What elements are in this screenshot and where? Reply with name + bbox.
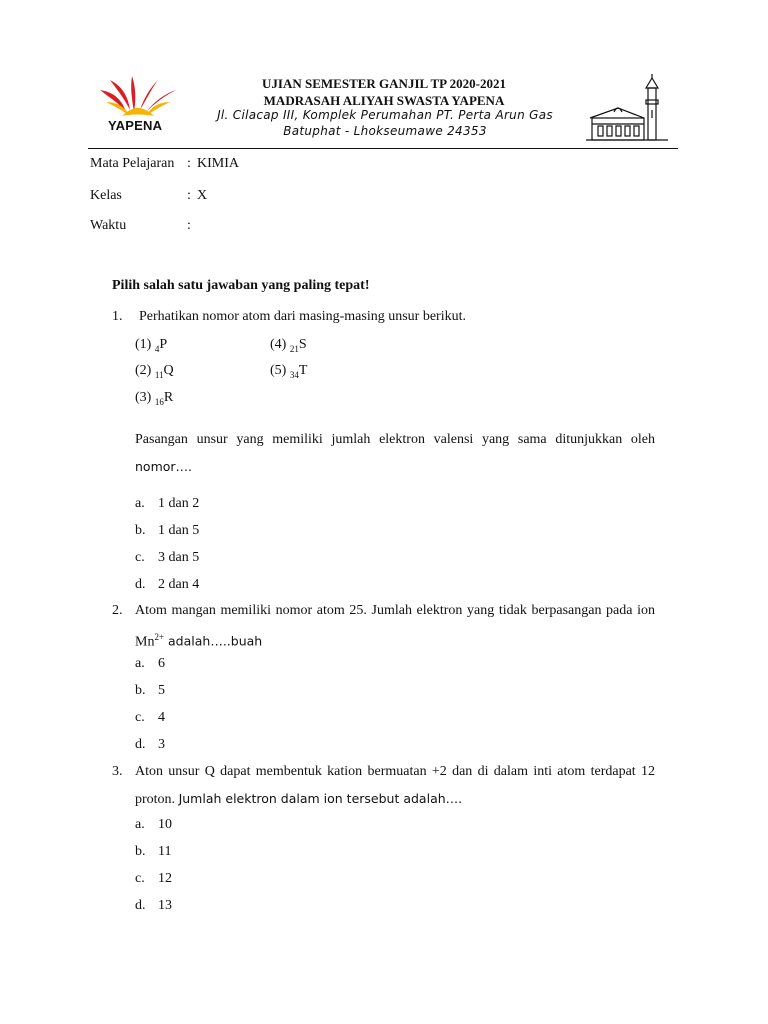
q2-option-a: 6 <box>158 656 165 671</box>
q2-option-c-letter: c. <box>135 710 145 725</box>
q2-option-d-letter: d. <box>135 737 146 752</box>
q3-option-d: 13 <box>158 898 172 913</box>
class-label: Kelas <box>90 188 122 203</box>
q1-option-d: 2 dan 4 <box>158 577 200 592</box>
class-colon: : <box>187 188 191 203</box>
exam-title: UJIAN SEMESTER GANJIL TP 2020-2021 <box>262 76 506 91</box>
element-item-3: (3) $_{16}$R <box>135 390 174 407</box>
school-address-line-1: Jl. Cilacap III, Komplek Perumahan PT. Perta Arun Gas <box>217 108 553 122</box>
q1-option-c: 3 dan 5 <box>158 550 200 565</box>
subject-value: KIMIA <box>197 156 239 171</box>
q1-option-b: 1 dan 5 <box>158 523 200 538</box>
q2-option-c: 4 <box>158 710 165 725</box>
q1-option-b-letter: b. <box>135 523 146 538</box>
element-item-2: (2) $_{11}$Q <box>135 363 174 380</box>
school-address-line-2: Batuphat - Lhokseumawe 24353 <box>283 124 487 138</box>
q1-option-c-letter: c. <box>135 550 145 565</box>
q3-option-d-letter: d. <box>135 898 146 913</box>
element-item-1: (1) $_4$P <box>135 337 168 354</box>
question-2-number: 2. <box>112 603 123 618</box>
element-item-5: (5) $_{34}$T <box>270 363 308 380</box>
question-1-intro: Perhatikan nomor atom dari masing-masing unsur berikut. <box>139 309 466 324</box>
logo-wordmark: YAPENA <box>108 118 163 133</box>
q2-option-a-letter: a. <box>135 656 145 671</box>
question-1-number: 1. <box>112 309 123 324</box>
subject-label: Mata Pelajaran <box>90 156 175 171</box>
q3-option-a: 10 <box>158 817 172 832</box>
q1-option-d-letter: d. <box>135 577 146 592</box>
time-colon: : <box>187 218 191 233</box>
class-value: X <box>197 188 208 203</box>
q2-option-b: 5 <box>158 683 165 698</box>
header-divider <box>88 148 678 149</box>
question-2-line-1: Atom mangan memiliki nomor atom 25. Jumlah elektron yang tidak berpasangan pada ion <box>135 603 655 618</box>
q2-option-b-letter: b. <box>135 683 146 698</box>
q3-option-b-letter: b. <box>135 844 146 859</box>
question-3-line-2: proton. Jumlah elektron dalam ion tersebut adalah…. <box>135 791 463 807</box>
q3-option-a-letter: a. <box>135 817 145 832</box>
q2-option-d: 3 <box>158 737 165 752</box>
q3-option-c-letter: c. <box>135 871 145 886</box>
instruction: Pilih salah satu jawaban yang paling tepat! <box>112 278 370 293</box>
question-3-number: 3. <box>112 764 123 779</box>
subject-colon: : <box>187 156 191 171</box>
question-3-line-1: Aton unsur Q dapat membentuk kation bermuatan +2 dan di dalam inti atom terdapat 12 <box>135 764 655 779</box>
q1-option-a-letter: a. <box>135 496 145 511</box>
q3-option-b: 11 <box>158 844 172 859</box>
q3-option-c: 12 <box>158 871 172 886</box>
mosque-building-icon <box>586 74 668 144</box>
time-label: Waktu <box>90 218 127 233</box>
school-name: MADRASAH ALIYAH SWASTA YAPENA <box>263 93 505 108</box>
question-1-stem-line-2: nomor…. <box>135 459 193 474</box>
q1-option-a: 1 dan 2 <box>158 496 200 511</box>
question-1-stem-line-1: Pasangan unsur yang memiliki jumlah elektron valensi yang sama ditunjukkan oleh <box>135 432 655 447</box>
element-item-4: (4) $_{21}$S <box>270 337 307 354</box>
question-2-line-2: $Mn^{2+}$ adalah…..buah <box>135 632 263 650</box>
